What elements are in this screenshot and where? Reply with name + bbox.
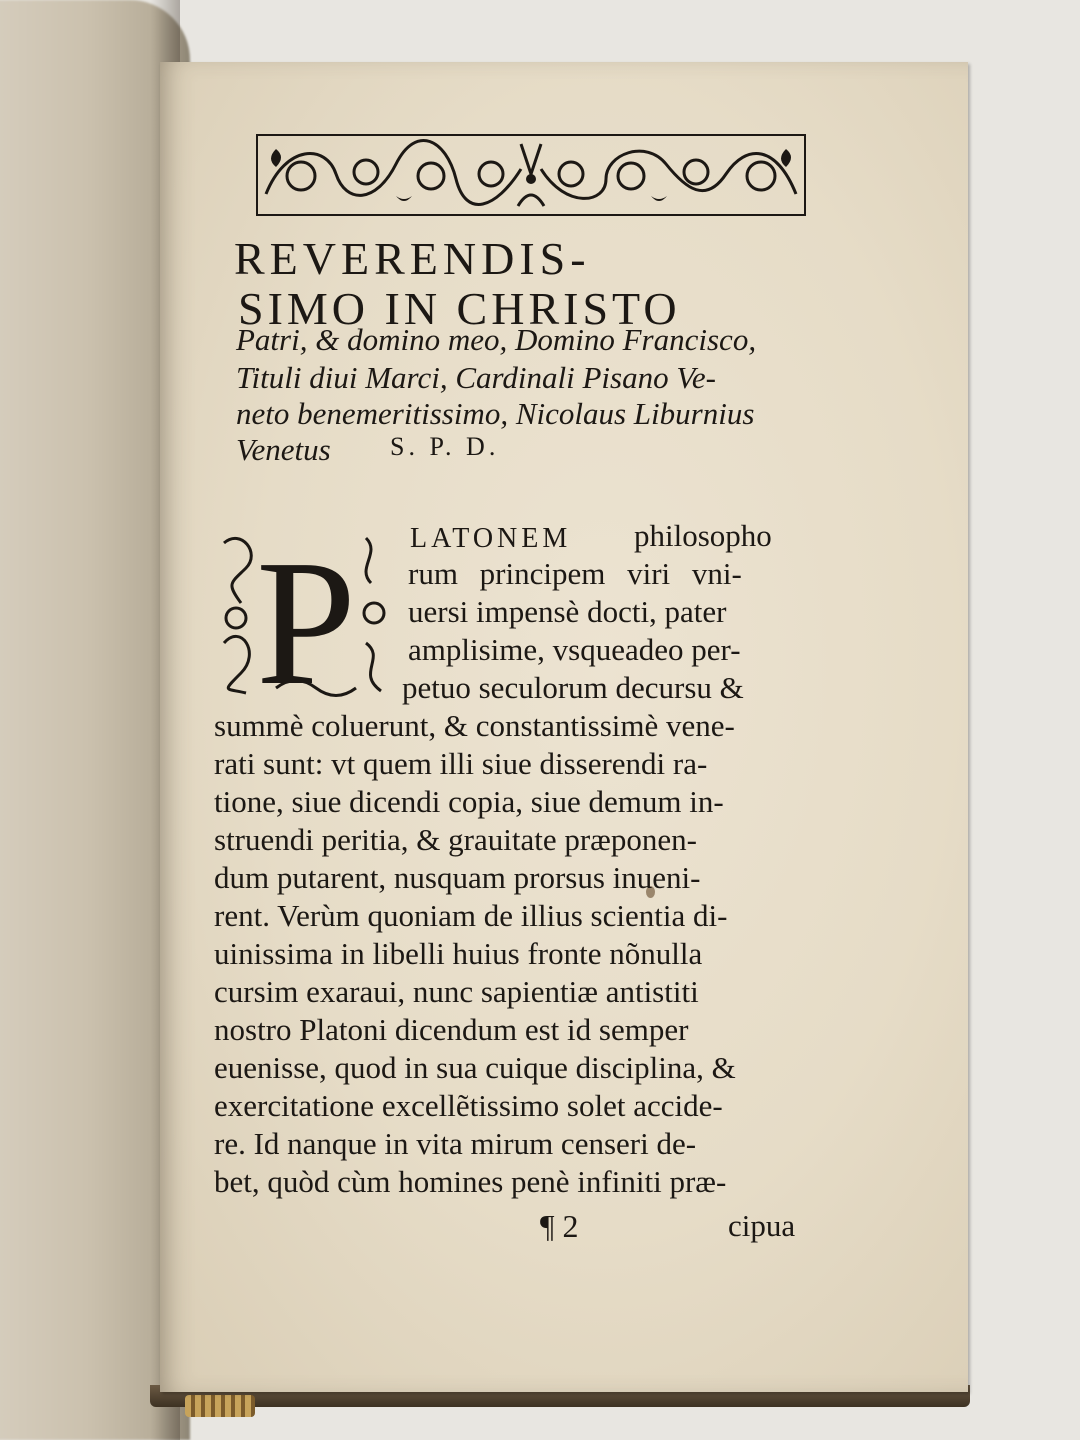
- signature-mark: ¶ 2: [540, 1208, 579, 1244]
- dedication-line-4: Venetus: [236, 432, 331, 467]
- catchword: cipua: [728, 1208, 796, 1243]
- decorated-initial: [216, 523, 392, 698]
- body-line-1: philosopho: [634, 518, 772, 553]
- body-line-18: bet, quòd cùm homines penè infiniti præ-: [214, 1164, 727, 1199]
- book-headband: [185, 1395, 255, 1417]
- body-line-8: tione, siue dicendi copia, siue demum in-: [214, 784, 724, 819]
- body-line-10: dum putarent, nusquam prorsus inueni-: [214, 860, 701, 895]
- body-line-15: euenisse, quod in sua cuique disciplina, &: [214, 1050, 736, 1085]
- body-line-4: amplisime, vsqueadeo per-: [408, 632, 741, 667]
- title-line-2: SIMO IN CHRISTO: [238, 283, 681, 334]
- dedication-line-3: neto benemeritissimo, Nicolaus Liburnius: [236, 396, 755, 431]
- body-line-2: rum principem viri vni-: [408, 556, 742, 591]
- dedication-line-1: Patri, & domino meo, Domino Francisco,: [236, 322, 757, 357]
- body-line-17: re. Id nanque in vita mirum censeri de-: [214, 1126, 697, 1161]
- salutation: S. P. D.: [390, 432, 500, 461]
- body-line-11: rent. Verùm quoniam de illius scientia di-: [214, 898, 728, 933]
- body-line-6: summè coluerunt, & constantissimè vene-: [214, 708, 735, 743]
- ornamental-headpiece: [256, 134, 806, 216]
- body-line-9: struendi peritia, & grauitate præponen-: [214, 822, 697, 857]
- body-line-16: exercitatione excellẽtissimo solet accide-: [214, 1088, 723, 1123]
- initial-letter: P: [256, 523, 357, 698]
- dedication-line-2: Tituli diui Marci, Cardinali Pisano Ve-: [236, 360, 716, 395]
- first-word: LATONEM: [410, 523, 572, 554]
- body-line-14: nostro Platoni dicendum est id semper: [214, 1012, 689, 1047]
- body-line-13: cursim exaraui, nunc sapientiæ antistiti: [214, 974, 699, 1009]
- body-line-5: petuo seculorum decursu &: [402, 670, 744, 705]
- title-line-1: REVERENDIS-: [234, 233, 591, 284]
- body-line-12: uinissima in libelli huius fronte nõnulla: [214, 936, 703, 971]
- body-line-7: rati sunt: vt quem illi siue disserendi ra-: [214, 746, 708, 781]
- body-line-3: uersi impensè docti, pater: [408, 594, 727, 629]
